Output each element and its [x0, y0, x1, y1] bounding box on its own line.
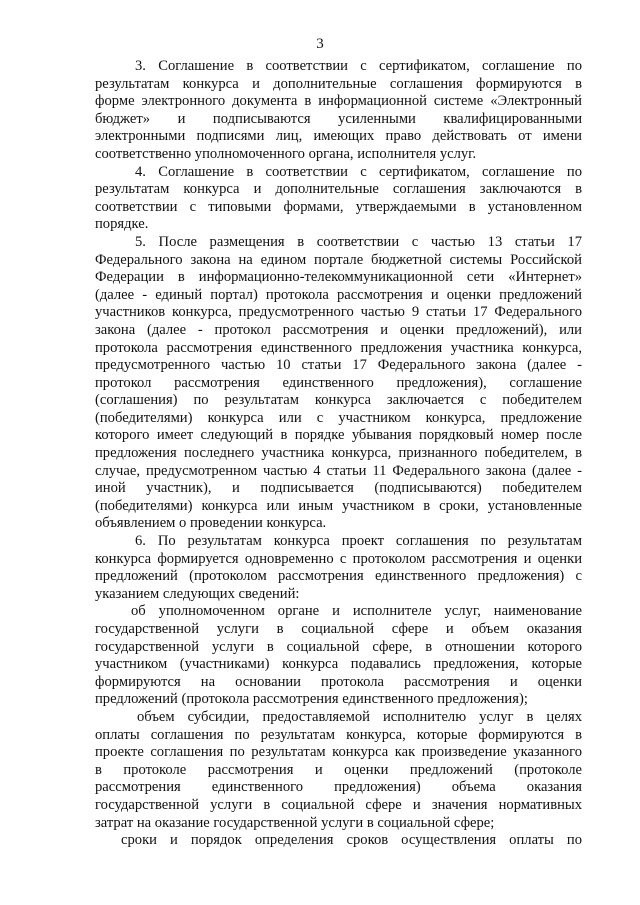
text-line: сроки и порядок определения сроков осуществления оплаты по — [121, 832, 582, 849]
document-body — [95, 58, 582, 850]
text-line: 5. После размещения в соответствии с частью 13 статьи 17 — [135, 233, 582, 250]
page-number: 3 — [316, 36, 324, 52]
text-line: протокол рассмотрения единственного предложения), соглашение — [95, 374, 582, 391]
text-line: протокола рассмотрения единственного предложения участника конкурса, — [95, 339, 582, 356]
text-line: затрат на оказание государственной услуги в социальной сфере; — [95, 814, 495, 831]
text-line: форме электронного документа в информационной системе «Электронный — [95, 93, 582, 110]
paragraph-p6c — [95, 832, 582, 850]
text-line: которого имеет следующий в порядке убывания порядковый номер после — [95, 427, 582, 444]
text-line: объявлением о проведении конкурса. — [95, 515, 327, 532]
text-line: государственной услуги в социальной сфере и объем оказания — [95, 621, 582, 637]
text-line: 4. Соглашение в соответствии с сертификатом, соглашение по — [135, 163, 582, 180]
text-line: конкурса формируется одновременно с протоколом рассмотрения и оценки — [95, 550, 582, 567]
text-line: оплаты соглашения по результатам конкурса, которые формируются в — [95, 726, 582, 743]
text-line: (соглашения) по результатам конкурса заключается с победителем — [95, 392, 582, 409]
paragraph-p6b — [95, 709, 582, 832]
text-line: бюджет» и подписываются усиленными квалифицированными — [95, 110, 582, 127]
text-line: 6. По результатам конкурса проект соглашения по результатам — [135, 533, 582, 550]
text-line: об уполномоченном органе и исполнителе услуг, наименование — [131, 603, 582, 620]
text-line: соответствии с типовыми формами, утверждаемыми в установленном — [95, 198, 582, 215]
text-line: 3. Соглашение в соответствии с сертификатом, соглашение по — [135, 58, 582, 74]
text-line: рассмотрения единственного предложения) объема оказания — [95, 779, 582, 796]
paragraph-p3 — [95, 58, 582, 164]
text-line: случае, предусмотренном частью 4 статьи 11 Федерального закона (далее - — [95, 462, 582, 479]
text-line: указанием следующих сведений: — [95, 585, 300, 602]
paragraph-p4 — [95, 164, 582, 234]
text-line: предложений (протокола рассмотрения единственного предложения); — [95, 691, 528, 708]
text-line: в протоколе рассмотрения и оценки предложений (протоколе — [95, 761, 582, 778]
text-line: (победителями) конкурса или иным участником в сроки, установленные — [95, 497, 582, 514]
text-line: предложения последнего участника конкурса, признанного победителем, в — [95, 445, 582, 462]
text-line: предложений (протоколом рассмотрения единственного предложения) с — [95, 568, 582, 585]
text-line: государственной услуги в социальной сфере и значения нормативных — [95, 796, 582, 813]
text-line: объем субсидии, предоставляемой исполнителю услуг в целях — [137, 708, 582, 725]
text-line: результатам конкурса и дополнительные соглашения заключаются в — [95, 181, 582, 198]
text-line: результатам конкурса и дополнительные соглашения формируются в — [95, 75, 582, 92]
text-line: (победителями) конкурса или с участником конкурса, предложение — [95, 409, 582, 426]
text-line: электронными подписями лиц, имеющих право действовать от имени — [95, 128, 582, 145]
text-line: участником (участниками) конкурса подавались предложения, которые — [95, 656, 582, 673]
paragraph-p6a — [95, 603, 582, 709]
paragraph-p6 — [95, 533, 582, 603]
text-line: Федерации в информационно-телекоммуникационной сети «Интернет» — [95, 269, 582, 286]
text-line: закона (далее - протокол рассмотрения и оценки предложений), или — [95, 321, 582, 338]
text-line: соответственно уполномоченного органа, исполнителя услуг. — [95, 145, 477, 162]
text-line: (далее - единый портал) протокола рассмотрения и оценки предложений — [95, 286, 582, 303]
text-line: иной участник), и подписывается (подписываются) победителем — [95, 480, 582, 497]
text-line: Федерального закона на едином портале бюджетной системы Российской — [95, 251, 582, 268]
text-line: проекте соглашения по результатам конкурса как произведение указанного — [95, 744, 582, 761]
text-line: участников конкурса, предусмотренного частью 9 статьи 17 Федерального — [95, 304, 582, 321]
text-line: предусмотренного частью 10 статьи 17 Федерального закона (далее - — [95, 357, 582, 374]
text-line: порядке. — [95, 216, 149, 233]
text-line: формируются на основании протокола рассмотрения и оценки — [95, 673, 582, 690]
paragraph-p5 — [95, 234, 582, 533]
text-line: государственной услуги в социальной сфере, в отношении которого — [95, 638, 582, 655]
